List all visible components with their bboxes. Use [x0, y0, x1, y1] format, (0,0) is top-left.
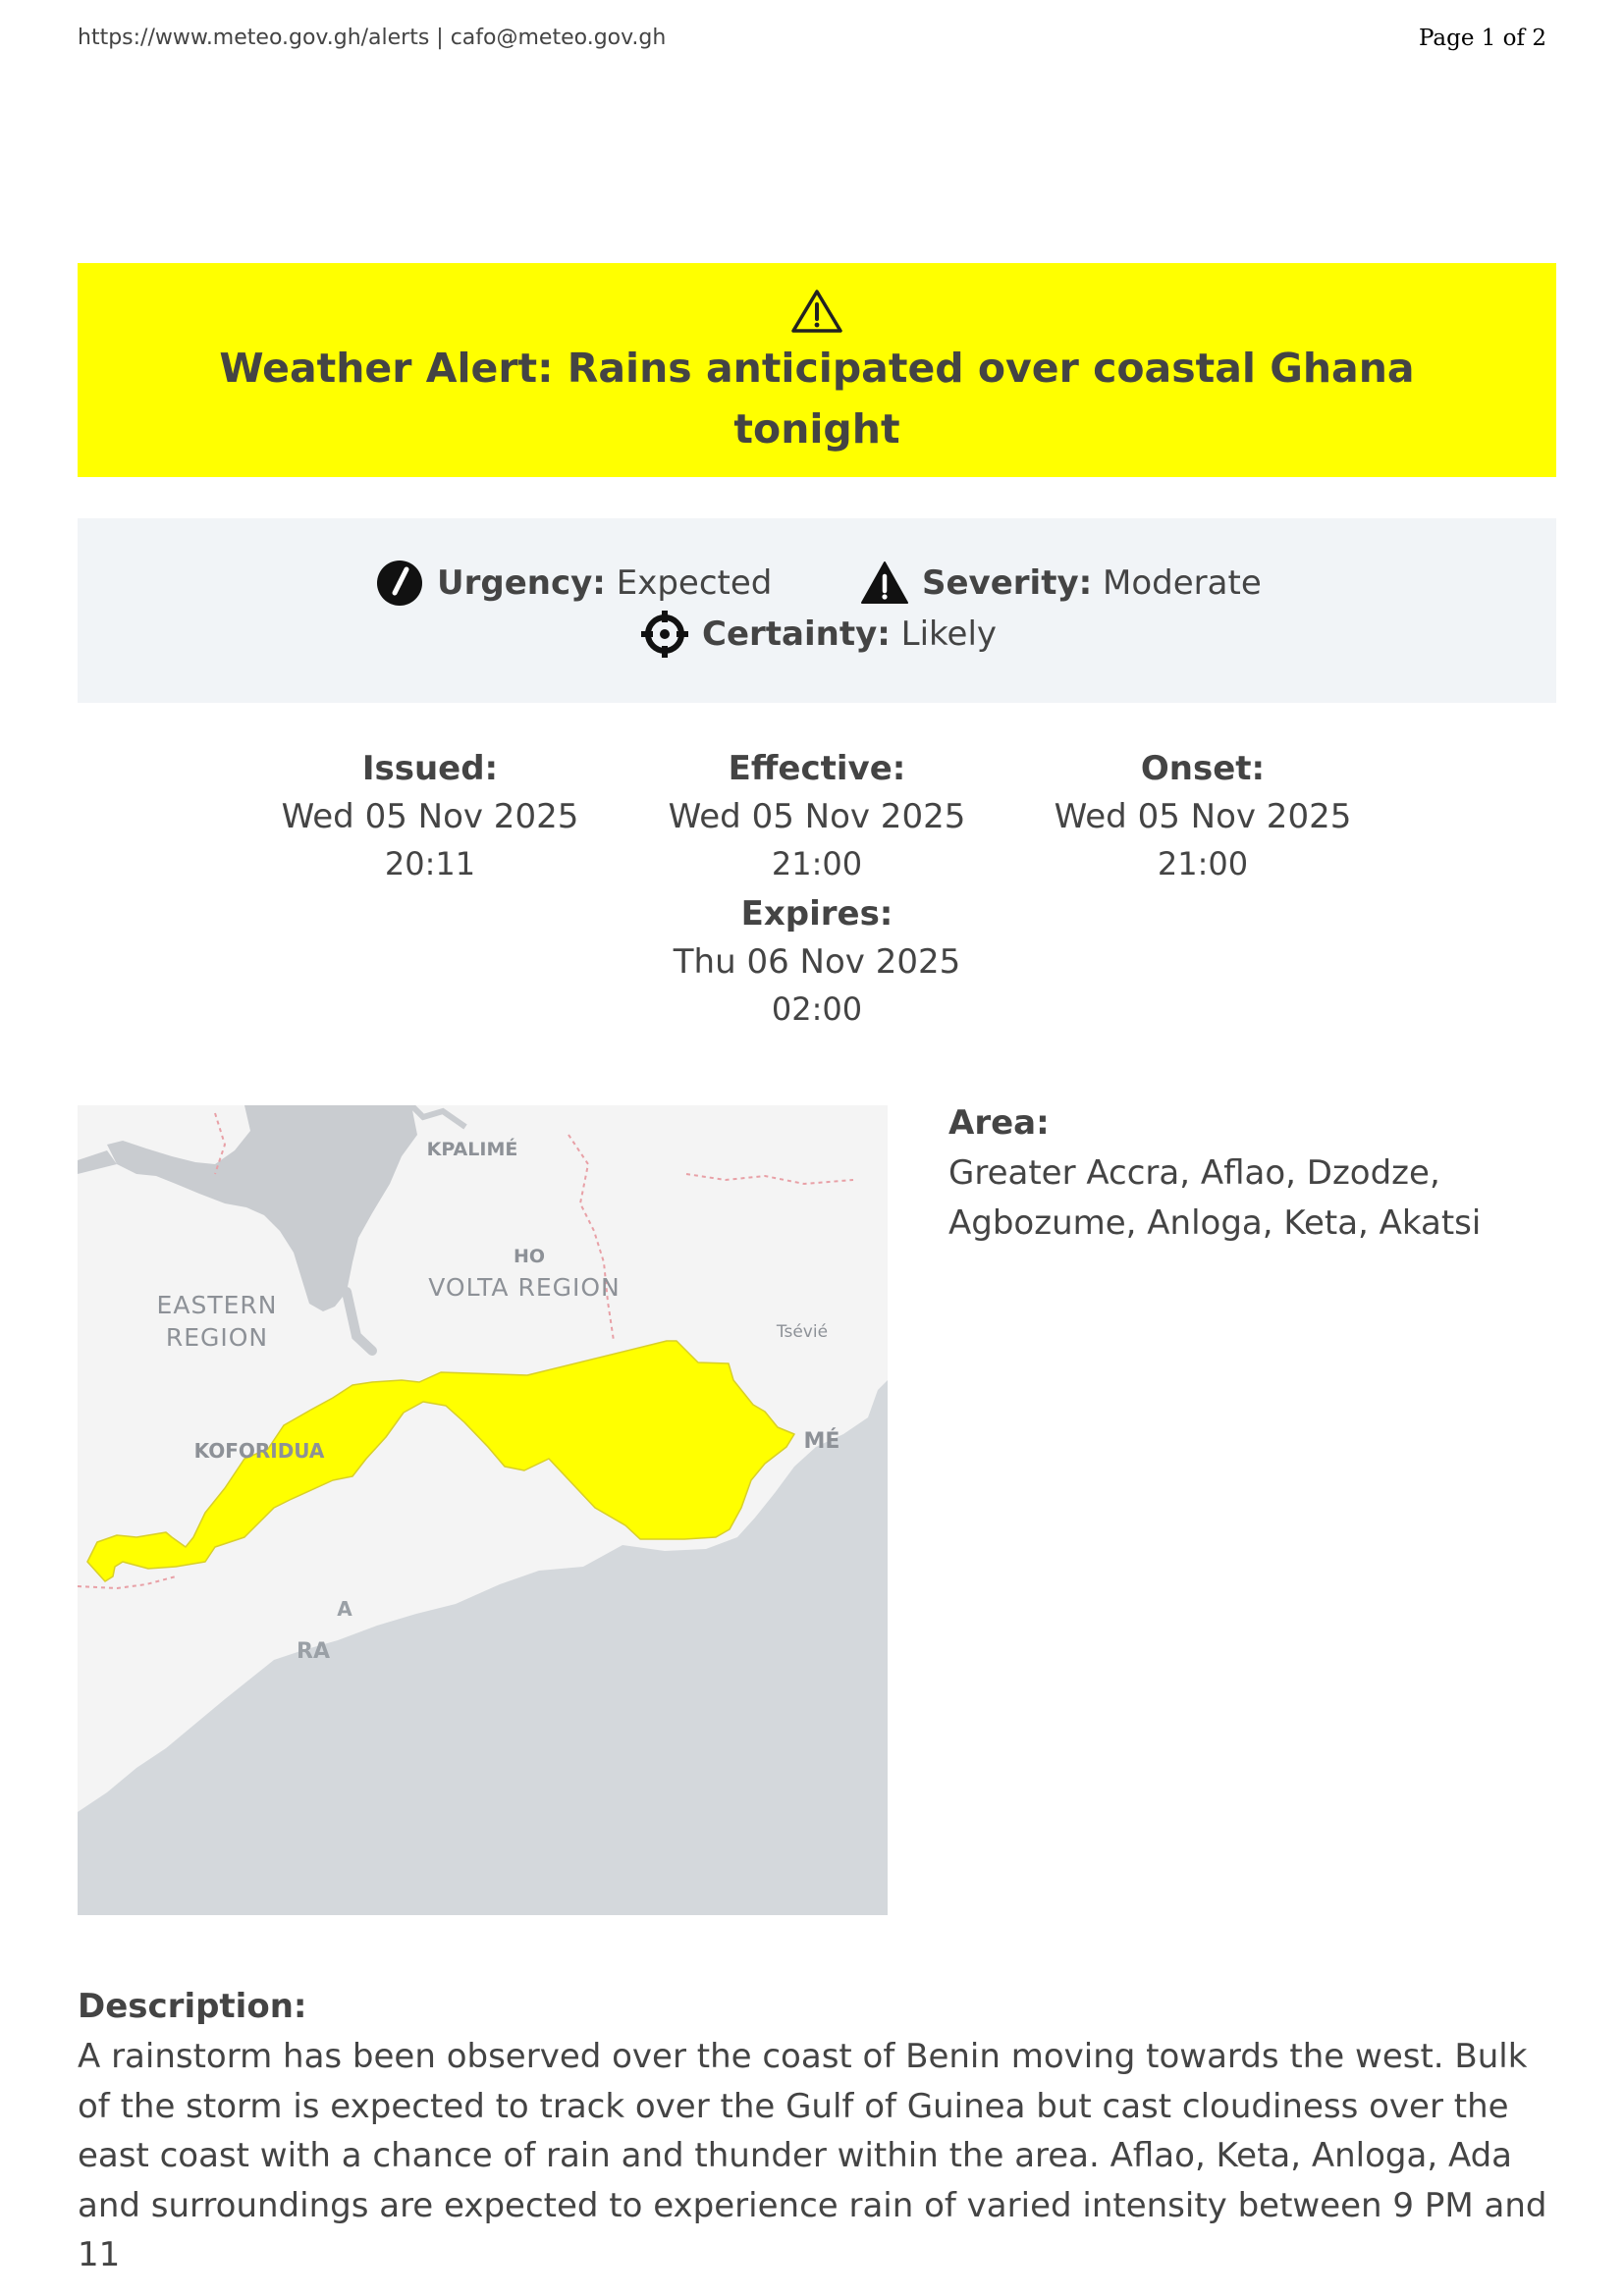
- map-label-tsevie: Tsévié: [776, 1322, 829, 1342]
- onset-time: 21:00: [1157, 845, 1249, 882]
- description-section: [78, 1985, 1556, 2280]
- alert-area-map: [78, 1105, 888, 1915]
- page-number: Page 1 of 2: [1418, 26, 1546, 51]
- map-label-eastern-2: REGION: [165, 1323, 269, 1352]
- warning-icon: [861, 560, 908, 607]
- area-section: [948, 1101, 1547, 1249]
- issued-date: Wed 05 Nov 2025: [281, 797, 579, 836]
- page-header: [78, 26, 1546, 55]
- issued-label: Issued:: [361, 749, 499, 788]
- map-label-eastern-1: EASTERN: [156, 1291, 278, 1319]
- severity-value: Moderate: [1103, 563, 1262, 603]
- issued-time: 20:11: [384, 845, 476, 882]
- effective-label: Effective:: [728, 749, 906, 788]
- onset-block: [1026, 746, 1380, 885]
- expires-block: [640, 891, 994, 1031]
- map-canvas: [78, 1105, 888, 1915]
- crosshair-icon: [641, 611, 688, 658]
- effective-time: 21:00: [771, 845, 863, 882]
- expires-label: Expires:: [740, 894, 893, 934]
- expires-time: 02:00: [771, 990, 863, 1028]
- map-label-accra-a: A: [337, 1597, 352, 1621]
- certainty-label: Certainty:: [702, 614, 891, 654]
- alert-times: [78, 746, 1556, 1041]
- expires-date: Thu 06 Nov 2025: [673, 942, 961, 982]
- severity-label: Severity:: [922, 563, 1093, 603]
- map-label-koforidua: KOFORIDUA: [193, 1439, 325, 1463]
- urgency-label: Urgency:: [437, 563, 606, 603]
- header-site-contact: https://www.meteo.gov.gh/alerts | cafo@meteo.gov.gh: [78, 26, 667, 50]
- map-label-kpalime: KPALIMÉ: [426, 1139, 518, 1160]
- map-label-lome: MÉ: [803, 1429, 840, 1454]
- map-label-accra: RA: [297, 1639, 330, 1664]
- effective-date: Wed 05 Nov 2025: [668, 797, 966, 836]
- map-label-ho: HO: [513, 1246, 546, 1267]
- area-value: Greater Accra, Aflao, Dzodze, Agbozume, Anloga, Keta, Akatsi: [948, 1153, 1482, 1243]
- clock-icon: [376, 560, 423, 607]
- onset-date: Wed 05 Nov 2025: [1054, 797, 1352, 836]
- alert-banner: [78, 263, 1556, 477]
- urgency-value: Expected: [616, 563, 773, 603]
- effective-block: [640, 746, 994, 885]
- description-label: Description:: [78, 1987, 307, 2026]
- area-label: Area:: [948, 1103, 1050, 1143]
- alert-facts-panel: [78, 518, 1556, 703]
- description-value: A rainstorm has been observed over the coast of Benin moving towards the west. Bulk of the storm is expected to track over the Gulf of Guinea but cast cloudiness over the east coast with a chance of rain and thunder within the area. Aflao, Keta, Anloga, Ada and surroundings are expected to experience rain of varied intensity between 9 PM and 11: [78, 2037, 1547, 2274]
- alert-title: Weather Alert: Rains anticipated over coastal Ghana tonight: [219, 345, 1415, 453]
- warning-triangle-icon: [791, 289, 842, 334]
- issued-block: [253, 746, 607, 885]
- onset-label: Onset:: [1140, 749, 1266, 788]
- map-label-volta: VOLTA REGION: [428, 1273, 621, 1302]
- certainty-value: Likely: [900, 614, 998, 654]
